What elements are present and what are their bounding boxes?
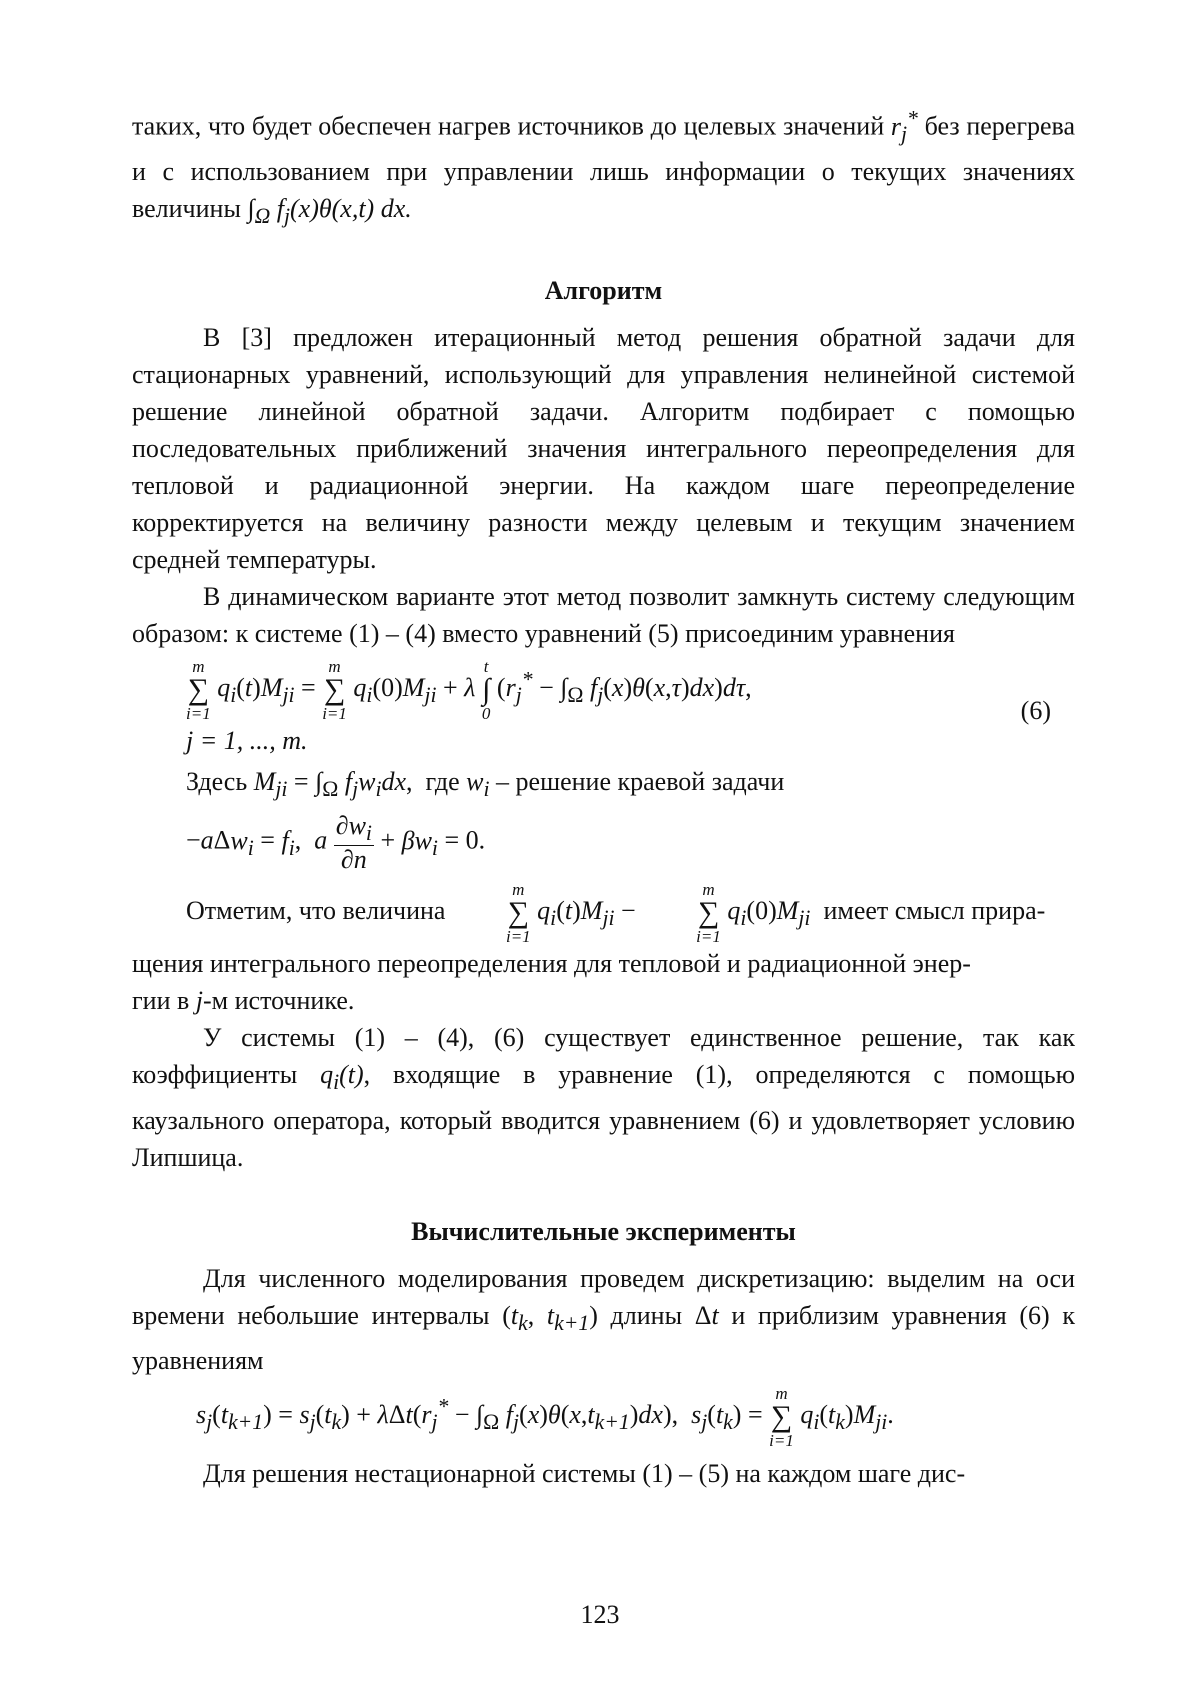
boundary-value-equation: $-a\Delta w_i = f_i$, a $\frac{\partial w_i}{\partial n}$ + $\beta w_i = 0$. [186,811,486,875]
paragraph-top: таких, что будет обеспечен нагрев источников до целевых значений $r_j^*$ без перегрева и с использованием при управлении лишь информации о текущих значениях величины $\int_\Omega$ $f_j(x)\theta(x,t)$ dx. [132,106,1075,229]
paragraph-uniqueness: У системы (1) – (4), (6) существует единственное решение, так как коэффициенты $q_i(t)$, входящие в уравнение (1), определяются с помощью каузального оператора, который вводится уравнением (6) и удовлетворяет условию Липшица. [132,1023,1076,1172]
equation-6 [186,658,1075,759]
sum-symbol: m ∑ i=1 [696,880,721,947]
note-paragraph: Отметим, что величина m ∑ i=1 $q_i(t)M_{ji}$ − m ∑ i=1 $q_i(0)M_{ji}$ имеет смысл прира- щения интегрального переопределения для тепловой и радиационной энер- гии в j-м источнике. [132,880,1046,1016]
sum-symbol: m ∑ i=1 [769,1383,794,1450]
paragraph-last: Для решения нестационарной системы (1) – (5) на каждом шаге дис- [203,1458,966,1488]
here-line: Здесь $M_{ji} = \int_\Omega$ $f_jw_idx$, где $w_i$ – решение краевой задачи [186,767,785,802]
paragraph-algorithm-2: В динамическом варианте этот метод позволит замкнуть систему следующим образом: к системе (1) – (4) вместо уравнений (5) присоединим уравнения [132,582,1075,649]
heading-experiments: Вычислительные эксперименты [411,1216,796,1246]
heading-algorithm: Алгоритм [544,276,663,306]
equation-6-range: j = 1, ..., m. [186,726,308,756]
paragraph-experiments: Для численного моделирования проведем дискретизацию: выделим на оси времени небольшие интервалы ($t_k$, $t_{k+1}$) длины Δt и приблизим уравнения (6) к уравнениям [132,1263,1075,1375]
normal-derivative-fraction: $\frac{\partial w_i}{\partial n}$ [335,811,372,875]
page-body [132,100,1075,1492]
paragraph-algorithm-1: В [3] предложен итерационный метод решения обратной задачи для стационарных уравнений, использующий для управления нелинейной системой решение линейной обратной задачи. Алгоритм подбирает с помощью последовательных приближений значения интегрального переопределения для тепловой и радиационной энергии. На каждом шаге переопределение корректируется на величину разности между целевым и текущим значением средней температуры. [132,323,1075,575]
equation-6-main: m ∑ i=1 $q_i(t)M_{ji}$ = m ∑ i=1 $q_i(0)M_{ji} + \lambda$ t ∫ 0 ($r_j^* - \int_\Omega$ $f_j(x)\theta(x,\tau)dx)d\tau$, [186,657,752,724]
page-number: 123 [580,1600,620,1629]
sum-symbol: m ∑ i=1 [505,880,531,947]
integral-symbol: t ∫ 0 [481,657,491,724]
sum-symbol: m ∑ i=1 [322,657,347,724]
discrete-equation: $s_j(t_{k+1}) = s_j(t_k) + \lambda\Delta t(r_j^* - \int_\Omega$ $f_j(x)\theta(x,t_{k+1})dx$), $s_j(t_k)$ = m ∑ i=1 $q_i(t_k)M_{ji}$. [196,1383,894,1450]
equation-number: (6) [1020,696,1051,726]
sum-symbol: m ∑ i=1 [186,657,211,724]
